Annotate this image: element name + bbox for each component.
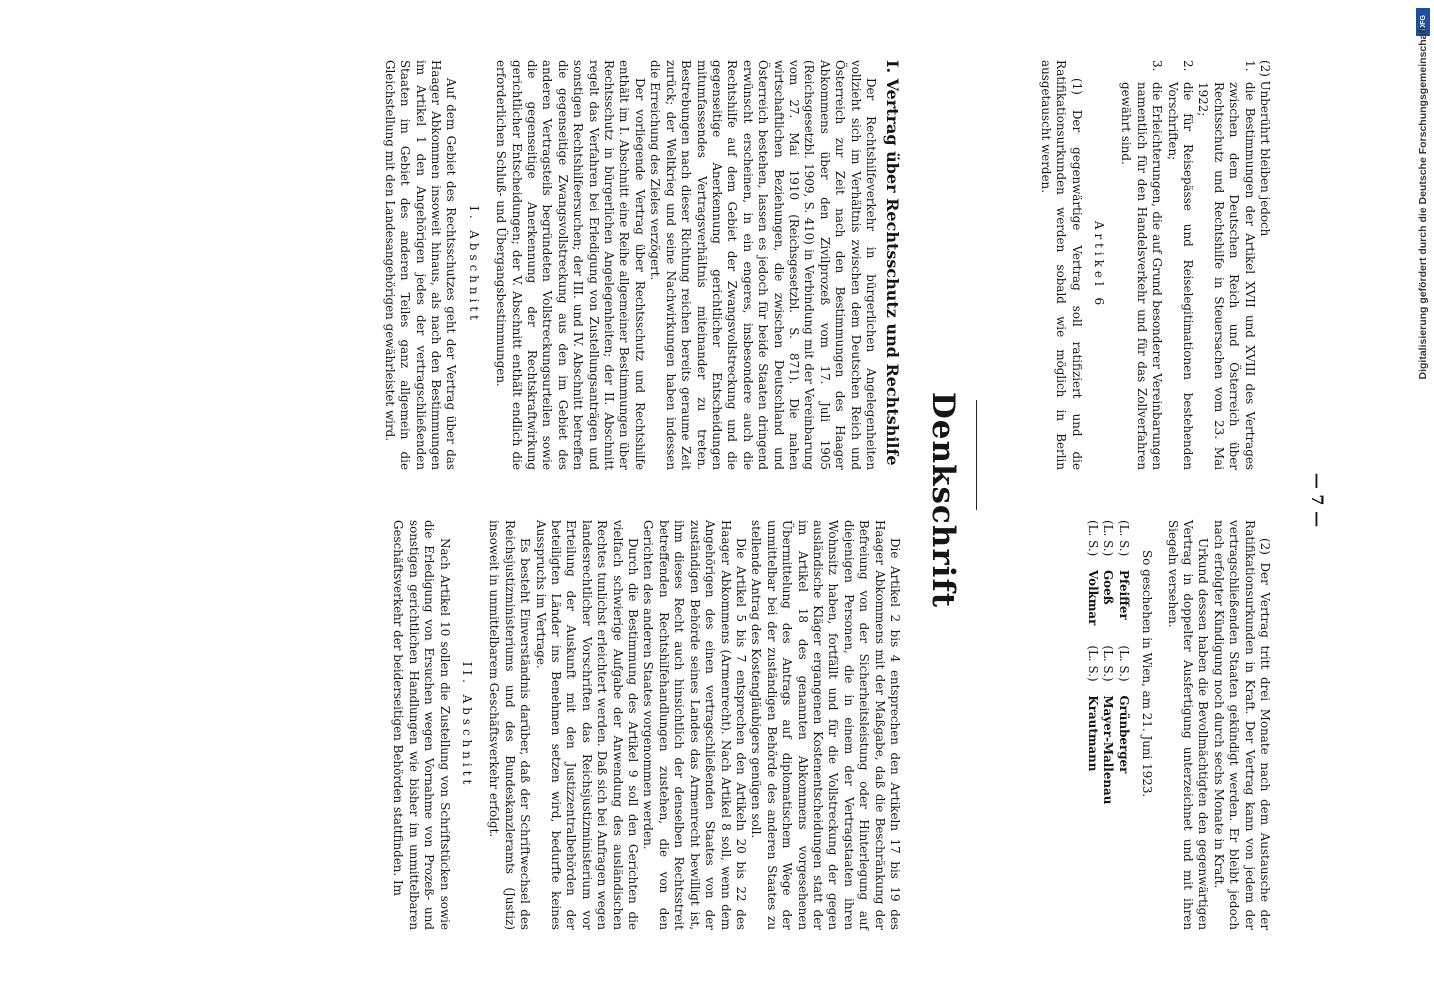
signature-row [1085,645,1100,804]
list-text: die Erleichterungen, die auf Grund besonderer Vereinbarungen namentlich für den Handelsverkehr und für das Zollverfahren gewährt sind. [1119,82,1165,470]
list-item [1118,60,1164,470]
attestation-paragraph: Urkund dessen haben die Bevollmächtigten den gegenwärtigen Vertrag in doppelter Ausfertigung unterzeichnet und mit ihren Siegeln versehen. [1165,520,1211,930]
dfg-logo-text: DFG [1419,14,1427,30]
list-number: 1. [1242,60,1257,72]
signatory-name: Krautmann [1085,695,1100,772]
signature-row [1115,645,1130,804]
watermark-text: Digitalisierung gefördert durch die Deutsche Forschungsgemeinschaft [1417,26,1429,380]
signatory-name: Volkmar [1085,570,1100,626]
treaty-title: I. Vertrag über Rechtsschutz und Rechtshilfe [883,60,902,466]
body-paragraph: Die Artikel 2 bis 4 entsprechen den Artikeln 17 bis 19 des Haager Abkommens mit der Maßgabe, daß die Beschränkung der Befreiung von der Sicherheitsleistung oder Hinterlegung auf diejenigen Personen, die in einem der Vertragstaaten ihren Wohnsitz haben, fortfällt und für die Vollstreckung der gegen ausländische Kläger ergangenen Kostenentscheidungen statt der im Artikel 18 des genannten Abkommens vorgesehenen Übermittelung des Antrags auf diplomatischem Wege der unmittelbar bei der zuständigen Behörde des anderen Staates zu stellende Antrag des Kostengläubigers genügen soll. [749,520,902,930]
article-6-heading: Artikel 6 [1091,220,1106,310]
intro-paragraph: (2) Unberührt bleiben jedoch [1258,60,1272,237]
signature-row [1100,520,1115,625]
seal-mark: (L. S.) [1085,520,1100,557]
article-6-paragraph: (1) Der gegenwärtige Vertrag soll ratifiziert und die Ratifikationsurkunden werden sobald wie möglich in Berlin ausgetauscht werden. [1038,60,1084,470]
upper-right-column [1085,520,1272,930]
section-1-heading: I. Abschnitt [466,206,481,324]
body-paragraph: Durch die Bestimmung des Artikel 9 soll den Gerichten die vielfach schwierige Aufgabe der Anwendung des ausländischen Rechtes tunlichst erleichtert werden. Daß sich bei Anfragen wegen landesrechtlicher Vorschriften das Reichsjustizministerium vor Erteilung der Auskunft mit den Justizzentralbehörden der beteiligten Länder ins Benehmen setzen wird, bedurfte keines Ausspruchs im Vertrage. [533,520,641,930]
seal-mark: (L. S.) [1101,520,1116,557]
body-paragraph: Es besteht Einverständnis darüber, daß der Schriftwechsel des Reichsjustizministeriums und des Bundeskanzleramts (Justiz) insoweit in unmittelbarem Geschäftsverkehr erfolgt. [487,520,533,930]
page-number: — 7 — [1308,472,1327,528]
signing-date: So geschehen in Wien, am 21. Juni 1923. [1140,550,1155,798]
signatory-name: Pfeiffer [1116,570,1131,620]
seal-mark: (L. S.) [1085,645,1100,682]
signatures-right [1085,645,1131,804]
digitization-watermark [1416,8,1430,398]
body-paragraph: Auf dem Gebiet des Rechtsschutzes geht der Vertrag über das Haager Abkommen insoweit hinaus, als nach den Bestimmungen im Artikel 1 den Angehörigen jedes der vertragschließenden Staaten im Gebiet des anderen Teiles ganz allgemein die Gleichstellung mit den Landesangehörigen gewährleistet wird. [382,60,459,470]
list-text: die Bestimmungen der Artikel XVII und XVIII des Vertrages zwischen dem Deutschen Reich und Österreich über Rechtsschutz und Rechtshilfe in Steuersachen vom 23. Mai 1922; [1196,82,1257,470]
seal-mark: (L. S.) [1116,645,1131,682]
memorandum-heading: Denkschrift [925,391,961,609]
signature-row [1115,520,1130,625]
list-text: die für Reisepässe und Reiselegitimationen bestehenden Vorschriften; [1165,82,1195,470]
body-paragraph: Die Artikel 5 bis 7 entsprechen den Artikeln 20 bis 22 des Haager Abkommens (Armenrecht). Nach Artikel 8 soll, wenn dem Angehörigen des einen vertragschließenden Staates von der zuständigen Behörde seines Landes das Armenrecht bewilligt ist, ihm dieses Recht auch hinsichtlich der denselben Rechtsstreit betreffenden Rechtshilfehandlungen zustehen, die von den Gerichten des anderen Staates vorgenommen werden. [641,520,748,930]
seal-mark: (L. S.) [1101,645,1116,682]
list-number: 3. [1150,60,1165,72]
effective-paragraph: (2) Der Vertrag tritt drei Monate nach dem Austausche der Ratifikationsurkunden in Kraft. Der Vertrag kann von jedem der vertragschließenden Staaten gekündigt werden. Er bleibt jedoch nach erfolgter Kündigung noch durch sechs Monate in Kraft. [1211,520,1272,930]
list-number: 2. [1180,60,1195,72]
lower-left-column [381,60,902,470]
rotated-document-page [100,0,1380,1000]
signatory-name: Grünberger [1116,695,1131,774]
body-paragraph: Der vorliegende Vertrag über Rechtsschutz und Rechtshilfe enthält im I. Abschnitt eine Reihe allgemeiner Bestimmungen über Rechtsschutz in bürgerlichen Angelegenheiten; der II. Abschnitt regelt das Verfahren bei Erledigung von Zustellungsanträgen und sonstigen Rechtshilfeersuchen; der III. und IV. Abschnitt betreffen die gegenseitige Zwangsvollstreckung aus den im Gebiet des anderen Vertragsteils begründeten Vollstreckungsurteilen sowie die gegenseitige Anerkennung der Rechtskraftwirkung gerichtlicher Entscheidungen; der V. Abschnitt enthält endlich die erforderlichen Schluß- und Übergangsbestimmungen. [494,60,647,470]
body-paragraph: Nach Artikel 10 sollen die Zustellung von Schriftstücken sowie die Erledigung von Ersuchen wegen Vornahme von Prozeß- und sonstigen gerichtlichen Handlungen wie bisher im unmittelbaren Geschäftsverkehr der beiderseitigen Behörden stattfinden. Im [391,520,452,930]
lower-right-column [390,520,902,930]
signatory-name: Goeß [1101,570,1116,605]
body-paragraph: Der Rechtshilfeverkehr in bürgerlichen Angelegenheiten vollzieht sich im Verhältnis zwischen dem Deutschen Reich und Österreich zur Zeit nach den Bestimmungen des Haager Abkommens über den Zivilprozeß vom 17. Juli 1905 (Reichsgesetzbl. 1909, S. 410) in Verbindung mit der Vereinbarung vom 27. Mai 1910 (Reichsgesetzbl. S. 871). Die nahen wirtschaftlichen Beziehungen, die zwischen Deutschland und Österreich bestehen, lassen es jedoch für beide Staaten dringend erwünscht erscheinen, in ein engeres, insbesondere auch die Rechtshilfe auf dem Gebiet der Zwangsvollstreckung und die gegenseitige Anerkennung gerichtlicher Entscheidungen mitumfassendes Vertragsverhältnis miteinander zu treten. Bestrebungen nach dieser Richtung reichen bereits geraume Zeit zurück; der Weltkrieg und seine Nachwirkungen haben indessen die Erreichung des Zieles verzögert. [648,60,878,470]
seal-mark: (L. S.) [1116,520,1131,557]
section-divider [976,400,977,510]
signatory-name: Mayer-Mallenau [1101,695,1116,805]
signature-block [1085,520,1131,930]
signature-row [1100,645,1115,804]
list-item [1164,60,1195,470]
section-2-heading: II. Abschnitt [460,661,475,789]
signature-row [1085,520,1100,625]
list-item [1195,60,1257,470]
signatures-left [1085,520,1131,625]
upper-left-column [1037,60,1272,470]
